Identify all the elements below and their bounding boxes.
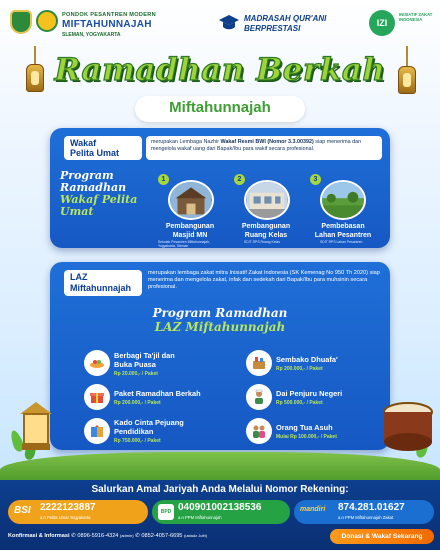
school-name: MIFTAHUNNAJAH <box>62 19 152 30</box>
phone-icon: ✆ <box>71 533 78 539</box>
izi-name: INISIATIF ZAKAT INDONESIA <box>399 12 433 23</box>
bsi-logo: BSI <box>14 505 31 516</box>
footer-title: Salurkan Amal Jariyah Anda Melalui Nomor Rekening: <box>91 484 349 495</box>
preacher-icon <box>246 384 272 410</box>
bsi-name: a.n Pelita Umat Yogyakarta <box>40 515 91 520</box>
classroom-photo <box>244 180 290 220</box>
wakaf-tag-line2: Pelita Umat <box>70 148 120 158</box>
mandiri-number: 874.281.01627 <box>338 502 405 513</box>
laz-item-1-name: Berbagi Ta'jil dan Buka Puasa <box>114 351 175 369</box>
phone-1[interactable]: 0896-5916-4324 <box>77 533 119 539</box>
drum-icon <box>380 398 436 454</box>
wakaf-item-2-number: 2 <box>234 174 245 185</box>
laz-item-6-price: Mulai Rp 100.000,- / Paket <box>276 434 337 440</box>
laz-item-3-name: Paket Ramadhan Berkah <box>114 389 201 398</box>
bpd-logo: BPD <box>158 504 174 520</box>
mosque-photo <box>168 180 214 220</box>
page-title: Ramadhan Berkah <box>54 52 386 88</box>
wakaf-tag-line1: Wakaf <box>70 138 97 148</box>
donate-button[interactable]: Donasi & Wakaf Sekarang <box>330 529 434 544</box>
laz-item-2-name: Sembako Dhuafa' <box>276 355 338 364</box>
graduation-cap-icon <box>218 14 240 32</box>
laz-item-5-price: Rp 750.000,- / Paket <box>114 438 161 444</box>
laz-item-4-price: Rp 500.000,- / Paket <box>276 400 323 406</box>
wakaf-item-1-label: Pembangunan Masjid MN <box>165 223 215 239</box>
laz-item-1-price: Rp 20.000,- / Paket <box>114 371 158 377</box>
food-icon <box>84 350 110 376</box>
laz-item-4-name: Dai Penjuru Negeri <box>276 389 343 398</box>
madrasah-line1: MADRASAH QUR'ANI <box>244 14 327 23</box>
wakaf-item-3-note: SDIT RPS Lahan Pesantren <box>320 240 363 244</box>
madrasah-line2: BERPRESTASI <box>244 24 301 33</box>
school-shield-logo <box>10 10 32 34</box>
laz-item-2-price: Rp 200.000,- / Paket <box>276 366 323 372</box>
laz-item-3-price: Rp 200.000,- / Paket <box>114 400 161 406</box>
wakaf-item-1-number: 1 <box>158 174 169 185</box>
mandiri-logo: mandiri <box>300 506 326 513</box>
groceries-icon <box>246 350 272 376</box>
izi-logo: IZI <box>369 10 395 36</box>
phone-icon: ✆ <box>135 533 142 539</box>
wakaf-item-2-label: Pembangunan Ruang Kelas <box>241 223 291 239</box>
bpd-name: a.n PPM Miftahunnajah <box>178 515 222 520</box>
mandiri-name: a.n PPM Miftahunnajah Zakat <box>338 515 394 520</box>
family-icon <box>246 418 272 444</box>
bpd-number: 040901002138536 <box>178 502 262 513</box>
wakaf-description: merupakan Lembaga Nazhir Wakaf Resmi BWI (Nomor 3.3.00392) siap menerima dan mengelola wakaf uang dari Bapak/Ibu para wakif secara profesional. <box>151 139 362 152</box>
page-subtitle: Miftahunnajah <box>169 99 271 116</box>
book-gift-icon <box>84 418 110 444</box>
wakaf-program-title: Program Ramadhan Wakaf Pelita Umat <box>60 169 138 218</box>
school-city: SLEMAN, YOGYAKARTA <box>62 32 121 38</box>
wakaf-item-2-note: SDIT RPS Ruang Kelas <box>244 240 280 244</box>
wakaf-item-3-label: Pembebasan Lahan Pesantren <box>314 223 372 239</box>
school-type: PONDOK PESANTREN MODERN <box>62 12 156 18</box>
laz-tag-line1: LAZ <box>70 272 88 282</box>
wakaf-item-3-number: 3 <box>310 174 321 185</box>
wakaf-item-1-note: Sekolah Pesantren Miftahunnajah, Yogyakarta, Sleman <box>158 240 210 248</box>
laz-item-6-name: Orang Tua Asuh <box>276 423 333 432</box>
standing-lantern-icon <box>18 402 54 454</box>
phone-2[interactable]: 0852-4057-6695 <box>141 533 183 539</box>
laz-item-5-name: Kado Cinta Pejuang Pendidikan <box>114 418 184 436</box>
laz-program-title: Program Ramadhan LAZ Miftahunnajah <box>152 306 288 334</box>
school-round-logo <box>36 10 58 32</box>
bsi-number: 2222123887 <box>40 502 96 513</box>
contact-info: Konfirmasi & Informasi ✆ 0896-5916-4324 (admin) ✆ 0852-4057-6695 (ustadz Jufri) <box>8 533 208 539</box>
grass-ground <box>0 452 440 482</box>
laz-description: merupakan lembaga zakat mitra Inisiatif Zakat Indonesia (SK Kemenag No 950 Th 2020) siap menerima dan mengelola zakat, infak dan sedekah dari Bapak/Ibu para muhsinin secara profesional. <box>148 270 380 290</box>
laz-tag-line2: Miftahunnajah <box>70 283 131 293</box>
land-photo <box>320 180 366 220</box>
gift-icon <box>84 384 110 410</box>
